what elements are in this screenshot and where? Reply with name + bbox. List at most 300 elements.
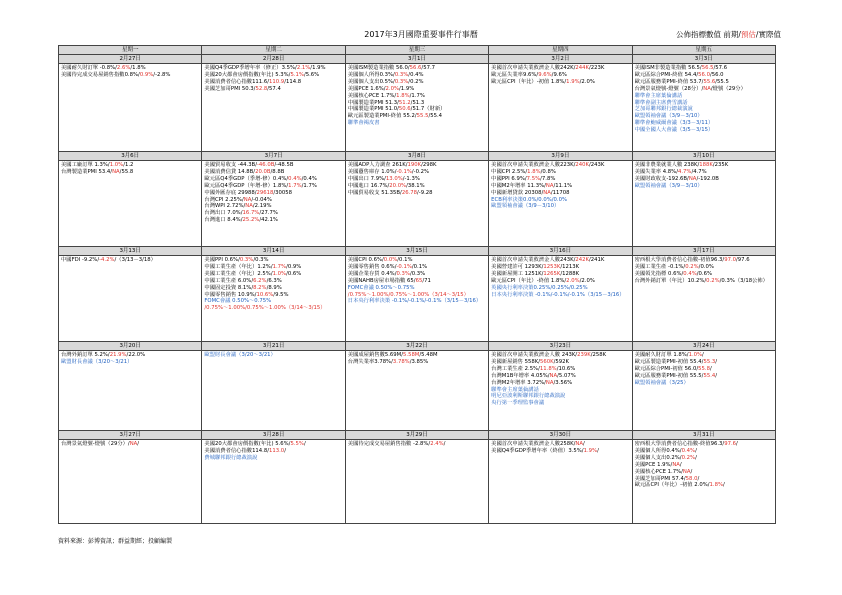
event-actual: /0.8% (540, 168, 556, 175)
event-forecast: 242K (575, 257, 589, 263)
event-line (491, 380, 629, 387)
event-line (61, 359, 199, 366)
event-actual: / (303, 441, 306, 447)
event-indicator: 台灣CPI 2.25%/ (204, 196, 244, 203)
event-line (491, 352, 629, 359)
event-actual: /-2.8% (153, 71, 171, 78)
event-actual: /298K (421, 162, 437, 168)
event-actual: / (597, 447, 599, 454)
event-indicator: 美國耐久財訂單 -0.8%/ (61, 65, 117, 71)
event-line (491, 79, 629, 86)
event-forecast: 1.9% (583, 447, 598, 454)
event-indicator: 美國PCE 1.6%/ (347, 85, 386, 92)
event-indicator: 美國躉售庫存 1.0%/ (347, 168, 397, 175)
date-cell: 3月7日 (202, 152, 345, 161)
event-line (348, 169, 486, 176)
event-actual: /57.4 (267, 85, 281, 92)
date-row (59, 342, 776, 351)
event-actual: /1288K (560, 270, 580, 277)
event-note: 歐盟財長會議（3/20～3/21） (61, 358, 133, 365)
event-line (348, 190, 486, 197)
event-line (491, 162, 629, 169)
event-actual: /11.1% (553, 182, 573, 189)
day-events-cell (202, 256, 345, 342)
event-indicator: 美國首次申請失業救濟金人數242K/ (491, 65, 576, 71)
event-line (635, 65, 773, 72)
event-forecast: 1.8% (527, 168, 541, 175)
event-line (204, 183, 342, 190)
event-line (204, 352, 342, 359)
event-line (491, 292, 629, 299)
event-indicator: 美國工業生產 -0.1%/ (634, 263, 686, 270)
legend-forecast-label: 預估 (740, 30, 756, 39)
event-actual: /9.5% (273, 291, 289, 298)
event-forecast: 11.8% (539, 365, 557, 372)
event-forecast: 97.6 (724, 441, 737, 447)
date-cell: 3月13日 (59, 247, 202, 256)
event-forecast: 21.9% (109, 352, 127, 358)
event-actual: /11708 (550, 189, 570, 196)
event-line (204, 264, 342, 271)
event-actual: /4.7% (691, 168, 707, 175)
day-events-cell (632, 440, 775, 524)
event-indicator: 中國零售銷售 10.9%/ (204, 291, 257, 298)
event-actual: / (695, 447, 697, 454)
event-indicator: 歐元區失業率9.6%/ (491, 71, 539, 78)
event-forecast: 0.2% (681, 454, 696, 461)
event-forecast: 244K (575, 65, 589, 71)
event-indicator: 美國首次申請失業救濟金人數258K/ (491, 441, 576, 447)
date-cell: 3月6日 (59, 152, 202, 161)
event-forecast: -0.1% (396, 263, 412, 270)
event-actual: /1.8% (130, 65, 146, 71)
event-indicator: 美國首次申請失業救濟金人數243K/ (491, 257, 576, 263)
event-forecast: NA (672, 461, 680, 468)
event-forecast: 10.6% (256, 291, 274, 298)
day-events-cell (59, 64, 202, 152)
event-indicator: 美國新屋開工 1251K/ (491, 270, 544, 277)
event-line (348, 86, 486, 93)
event-line (348, 120, 486, 127)
day-events-cell (632, 351, 775, 431)
event-forecast: NA (112, 168, 120, 175)
date-cell: 2月28日 (202, 55, 345, 64)
event-forecast: 2.1% (296, 65, 311, 71)
event-actual: /57.7 (421, 65, 436, 71)
event-actual: /3.85% (409, 358, 429, 365)
event-indicator: 美國個人所得0.4%/ (634, 447, 682, 454)
event-indicator: 台灣外銷訂單（年比）10.2%/ (634, 277, 707, 284)
event-note: 明尼亞波利斯聯邦銀行總裁演說 (491, 393, 566, 400)
event-forecast: 6.2% (253, 277, 267, 284)
event-forecast: 50.6 (398, 106, 411, 113)
event-forecast: NA (688, 175, 697, 182)
source-note: 資料來源：彭博資訊；群益期經；投顧編製 (58, 538, 173, 545)
event-forecast: NA (545, 379, 554, 386)
event-indicator: 美國工廠訂單 1.3%/ (61, 162, 110, 168)
event-note: 歐盟領袖會議（3/9－3/10） (634, 113, 703, 120)
legend-actual-label: 公佈指標數值 (676, 30, 721, 39)
event-forecast: 55.3 (703, 358, 716, 365)
event-indicator: 台灣製造業PMI 53.4/ (61, 168, 113, 175)
event-note: 費城聯邦銀行總裁演說 (204, 454, 258, 461)
event-actual: /8.8B (270, 168, 285, 175)
day-events-cell (202, 440, 345, 524)
event-indicator: 中國出口 7.9%/ (347, 175, 386, 182)
event-line (491, 190, 629, 197)
event-line (635, 482, 773, 489)
event-actual: /燈號（29分） (710, 85, 746, 92)
event-indicator: 美國待完成交易屋銷售指數 -2.8%/ (347, 441, 431, 447)
event-actual: /-0.2% (411, 168, 430, 175)
event-forecast: -46.0B (256, 162, 275, 168)
event-actual: / (690, 468, 693, 475)
event-forecast: 56.0 (698, 71, 710, 78)
event-line (348, 183, 486, 190)
events-row (59, 440, 776, 524)
event-indicator: 美國芝加哥PMI 57.4/ (634, 475, 686, 482)
event-indicator: 中國工業生產（年比）1.2%/ (204, 263, 273, 270)
event-indicator: 台灣進口 8.4%/ (204, 217, 243, 224)
event-line (635, 72, 773, 79)
event-note: 歐盟財長會議（3/20～3/21） (204, 352, 276, 358)
event-line (635, 278, 773, 285)
day-events-cell (489, 161, 632, 247)
event-indicator: 歐元區CPI（年比）-初值 1.8%/ (491, 78, 567, 85)
event-line (491, 448, 629, 455)
event-line (61, 72, 199, 79)
event-line (491, 169, 629, 176)
date-cell: 3月14日 (202, 247, 345, 256)
day-events-cell (202, 64, 345, 152)
event-actual: /2.0% (579, 78, 595, 85)
event-indicator: 歐元區服務業PMI-終值 53.7/ (634, 78, 704, 85)
weekday-header: 星期四 (489, 46, 632, 55)
event-line (491, 264, 629, 271)
event-actual: / (702, 352, 704, 358)
event-indicator: 美國20大都會房價指數(年比) 5.3%/ (204, 71, 291, 78)
date-cell: 3月2日 (489, 55, 632, 64)
event-indicator: 中國外匯存底 29988/ (204, 189, 257, 196)
event-actual: /0.6% (696, 270, 712, 277)
event-note: FOMC會議 0.50%～0.75% (347, 284, 415, 291)
event-forecast: 0.3% (394, 78, 409, 85)
event-indicator: 台灣出口 7.0%/ (204, 210, 243, 217)
date-cell: 3月31日 (632, 431, 775, 440)
date-cell: 3月17日 (632, 247, 775, 256)
event-line (491, 366, 629, 373)
event-line (204, 448, 342, 455)
date-row (59, 55, 776, 64)
event-actual: /2.0% (579, 277, 595, 284)
event-forecast: 26.78 (401, 189, 418, 196)
event-actual: / (679, 461, 682, 468)
event-line (635, 448, 773, 455)
event-actual: /55.4 (428, 113, 443, 120)
event-note: 聯準會褐皮書 (347, 120, 380, 127)
event-line (204, 257, 342, 264)
event-line (204, 162, 342, 169)
date-cell: 3月1日 (345, 55, 488, 64)
event-line (491, 65, 629, 72)
day-events-cell (59, 256, 202, 342)
event-line (348, 162, 486, 169)
event-forecast: 0.4% (288, 175, 302, 182)
legend-separator: / (755, 30, 759, 39)
legend-prev-label: 前期 (723, 30, 739, 39)
event-indicator: 中國製造業PMI 51.0/ (347, 106, 399, 113)
event-indicator: 歐元區CPI（年比）-終值 1.8%/ (491, 277, 567, 284)
event-line (204, 169, 342, 176)
event-forecast: 29618 (256, 189, 274, 196)
event-line (348, 441, 486, 448)
event-line (348, 93, 486, 100)
event-actual: /30058 (273, 189, 292, 196)
events-row (59, 64, 776, 152)
event-line (61, 162, 199, 169)
day-events-cell (489, 351, 632, 431)
event-forecast: 0.2% (706, 277, 720, 284)
date-cell: 3月3日 (632, 55, 775, 64)
event-forecast: 97.0 (724, 257, 737, 263)
event-indicator: 台灣M2年增率 3.72%/ (491, 379, 546, 386)
event-forecast: 20.0% (389, 182, 407, 189)
events-row (59, 351, 776, 431)
event-indicator: 美國零售銷售 0.6%/ (347, 263, 397, 270)
day-events-cell (489, 256, 632, 342)
event-actual: /9.6% (551, 71, 567, 78)
event-line (635, 79, 773, 86)
event-forecast: 56.6 (409, 65, 422, 71)
event-forecast-note: /0.75%～1.00%/0.75%～1.00%（3/14～3/15） (347, 291, 469, 298)
date-cell: 3月9日 (489, 152, 632, 161)
event-note: 聯準會主席葉倫講話 (491, 386, 539, 393)
event-indicator: 美國失業率 4.8%/ (634, 168, 678, 175)
date-row (59, 247, 776, 256)
event-line (635, 462, 773, 469)
legend-separator: / (738, 30, 741, 39)
event-indicator: 美國PPI 0.6%/ (204, 257, 240, 263)
event-indicator: 台灣外銷訂單 5.2%/ (61, 352, 110, 358)
event-forecast: 113.0 (269, 447, 285, 454)
event-forecast: 55.4 (703, 372, 716, 379)
date-cell: 3月16日 (489, 247, 632, 256)
event-forecast: 188K (699, 162, 713, 168)
day-events-cell (632, 64, 775, 152)
event-actual: / (697, 475, 700, 482)
event-indicator: 美國財政收支-192.6B/ (634, 175, 689, 182)
event-indicator: 美國領先指標 0.6%/ (634, 270, 684, 277)
date-cell: 3月22日 (345, 342, 488, 351)
event-indicator: 歐元區綜合PMI-終值 54.4/ (634, 71, 699, 78)
event-forecast: 7.5% (526, 175, 541, 182)
event-forecast: 1.0% (688, 352, 703, 358)
event-forecast: 0.0% (383, 257, 398, 263)
day-events-cell (345, 351, 488, 431)
event-indicator: 歐元區Q4季GDP（年增-修）1.8%/ (204, 182, 289, 189)
event-actual: / (443, 441, 446, 447)
event-indicator: 美國待完成交易屋銷售指數0.8%/ (61, 71, 140, 78)
event-indicator: 美國20大都會房價指數(年比) 5.6%/ (204, 441, 291, 447)
event-actual: / (715, 372, 718, 379)
event-actual: /5.48M (419, 352, 438, 358)
event-line (348, 257, 486, 264)
event-forecast: -0.1% (396, 168, 412, 175)
event-line (635, 169, 773, 176)
event-indicator: 美國消費信貸 14.8B/ (204, 168, 256, 175)
event-line (635, 441, 773, 448)
event-indicator: 中國CPI 2.5%/ (491, 168, 528, 175)
event-actual: /6.3% (266, 277, 282, 284)
event-indicator: 中國進口 16.7%/ (347, 182, 390, 189)
event-actual: /-0.04% (251, 196, 272, 203)
day-events-cell (202, 161, 345, 247)
event-forecast: 560K (540, 358, 554, 365)
date-cell: 2月27日 (59, 55, 202, 64)
event-indicator: 歐元區綜合PMI-初值 56.0/ (634, 365, 699, 372)
event-forecast: -4.2% (99, 257, 115, 263)
date-cell: 3月24日 (632, 342, 775, 351)
event-actual: /243K (589, 162, 605, 168)
event-indicator: 美國營建許可 1293K/ (491, 263, 544, 270)
event-indicator: 密西根大學消費者信心指數-終值96.3/ (634, 441, 725, 447)
event-indicator: 美國NAHB房屋市場指數 65/ (347, 277, 416, 284)
event-actual: /7.8% (540, 175, 556, 182)
event-actual: /0.6% (286, 270, 302, 277)
date-cell: 3月8日 (345, 152, 488, 161)
event-indicator: 中國FDI -9.2%/ (61, 257, 100, 263)
event-forecast: 2.0% (385, 85, 400, 92)
event-line (348, 65, 486, 72)
event-actual: /241K (589, 257, 605, 263)
event-forecast: NA (243, 196, 252, 203)
day-events-cell (345, 256, 488, 342)
event-line (348, 298, 486, 305)
event-indicator: 美國核心PCE 1.7%/ (634, 468, 683, 475)
day-events-cell (489, 440, 632, 524)
event-line (204, 305, 342, 312)
event-line (204, 72, 342, 79)
event-forecast: 240K (575, 162, 589, 168)
event-actual: /0.0% (698, 263, 714, 270)
event-forecast: NA (575, 441, 583, 447)
event-line (348, 352, 486, 359)
date-cell: 3月20日 (59, 342, 202, 351)
event-actual: /0.2% (408, 78, 424, 85)
event-actual: / (695, 454, 697, 461)
event-line (635, 469, 773, 476)
event-line (635, 380, 773, 387)
event-note: FOMC會議 0.50%～0.75% (204, 298, 272, 305)
event-forecast: 25.2% (242, 217, 260, 224)
event-actual: /97.6 (736, 257, 750, 263)
event-indicator: 美國Q4季GDP季增年率（修正）3.5%/ (204, 65, 297, 71)
event-indicator: 美國個人支出0.2%/ (634, 454, 682, 461)
event-actual: /0.3%（3/18公佈） (719, 277, 768, 284)
date-cell: 3月10日 (632, 152, 775, 161)
event-line (635, 183, 773, 190)
event-forecast: 0.3% (239, 257, 254, 263)
event-actual: /55.8 (119, 168, 134, 175)
event-actual: /0.3% (409, 270, 426, 277)
event-note: 英國央行利率決策0.25%/0.25%/0.25% (491, 284, 588, 291)
date-row (59, 152, 776, 161)
event-actual: / (709, 365, 712, 372)
event-indicator: 歐元區製造業PMI-終值 55.2/ (347, 113, 417, 120)
event-note: 聯準會主席葉倫講話 (634, 92, 683, 99)
event-forecast: 190K (407, 162, 422, 168)
day-events-cell (345, 161, 488, 247)
event-forecast: 55.6 (703, 78, 716, 85)
event-actual: /42.1% (259, 217, 278, 224)
date-row (59, 431, 776, 440)
event-forecast: 1.9% (566, 78, 580, 85)
event-note: 歐盟領袖會議（3/9－3/10） (634, 182, 703, 189)
event-forecast: 1.8% (709, 482, 723, 489)
event-actual: /57.6 (713, 65, 728, 71)
event-line (204, 455, 342, 462)
event-forecast: NA (545, 182, 554, 189)
event-actual: /1.7% (409, 92, 425, 99)
event-line (635, 127, 773, 134)
event-indicator: 美國CPI 0.6%/ (347, 257, 384, 263)
event-note: 央行第一季理監事會議 (491, 400, 545, 407)
event-indicator: 美國非農業就業人數 238K/ (634, 162, 700, 168)
event-note: 芝加哥聯邦銀行總裁演說 (634, 106, 693, 113)
event-forecast: 1253K (543, 263, 561, 270)
event-actual: /10.6% (556, 365, 576, 372)
event-line (348, 264, 486, 271)
events-row (59, 256, 776, 342)
event-actual: /0.1% (397, 257, 413, 263)
event-forecast: 8.2% (253, 284, 267, 291)
day-events-cell (489, 64, 632, 152)
day-events-cell (632, 256, 775, 342)
date-cell: 3月15日 (345, 247, 488, 256)
event-line (635, 366, 773, 373)
event-actual: /51.7（財新） (410, 106, 446, 113)
day-events-cell (632, 161, 775, 247)
event-actual: /223K (589, 65, 605, 71)
event-actual: /0.4% (408, 71, 424, 78)
event-indicator: 美國芝加哥PMI 50.3/ (204, 85, 256, 92)
event-line (635, 257, 773, 264)
date-cell: 3月21日 (202, 342, 345, 351)
event-actual: /1.7% (301, 182, 317, 189)
event-line (491, 176, 629, 183)
event-actual: /55.5 (715, 78, 729, 85)
event-actual: /5.6% (303, 71, 320, 78)
event-actual: / (583, 441, 585, 447)
event-line (491, 183, 629, 190)
event-indicator: 中國工業生產 6.0%/ (204, 277, 254, 284)
event-indicator: 美國Q4季GDP季增年率（終值）3.5%/ (491, 447, 584, 454)
event-forecast: 2.0% (566, 277, 580, 284)
date-cell: 3月23日 (489, 342, 632, 351)
event-indicator: 美國耐久財訂單 1.8%/ (634, 352, 689, 358)
event-indicator: 美國ADP人力調查 261K/ (347, 162, 408, 168)
event-forecast: 110.9 (269, 78, 285, 85)
event-actual: / (284, 447, 286, 454)
event-line (204, 190, 342, 197)
event-actual: /（3/13－3/18） (114, 257, 156, 263)
weekday-header: 星期三 (345, 46, 488, 55)
event-indicator: 美國成屋銷售數5.69M/ (347, 352, 404, 358)
event-line (491, 373, 629, 380)
event-line (635, 93, 773, 100)
event-indicator: 台灣WPI 2.72%/ (204, 203, 246, 210)
event-line (491, 72, 629, 79)
